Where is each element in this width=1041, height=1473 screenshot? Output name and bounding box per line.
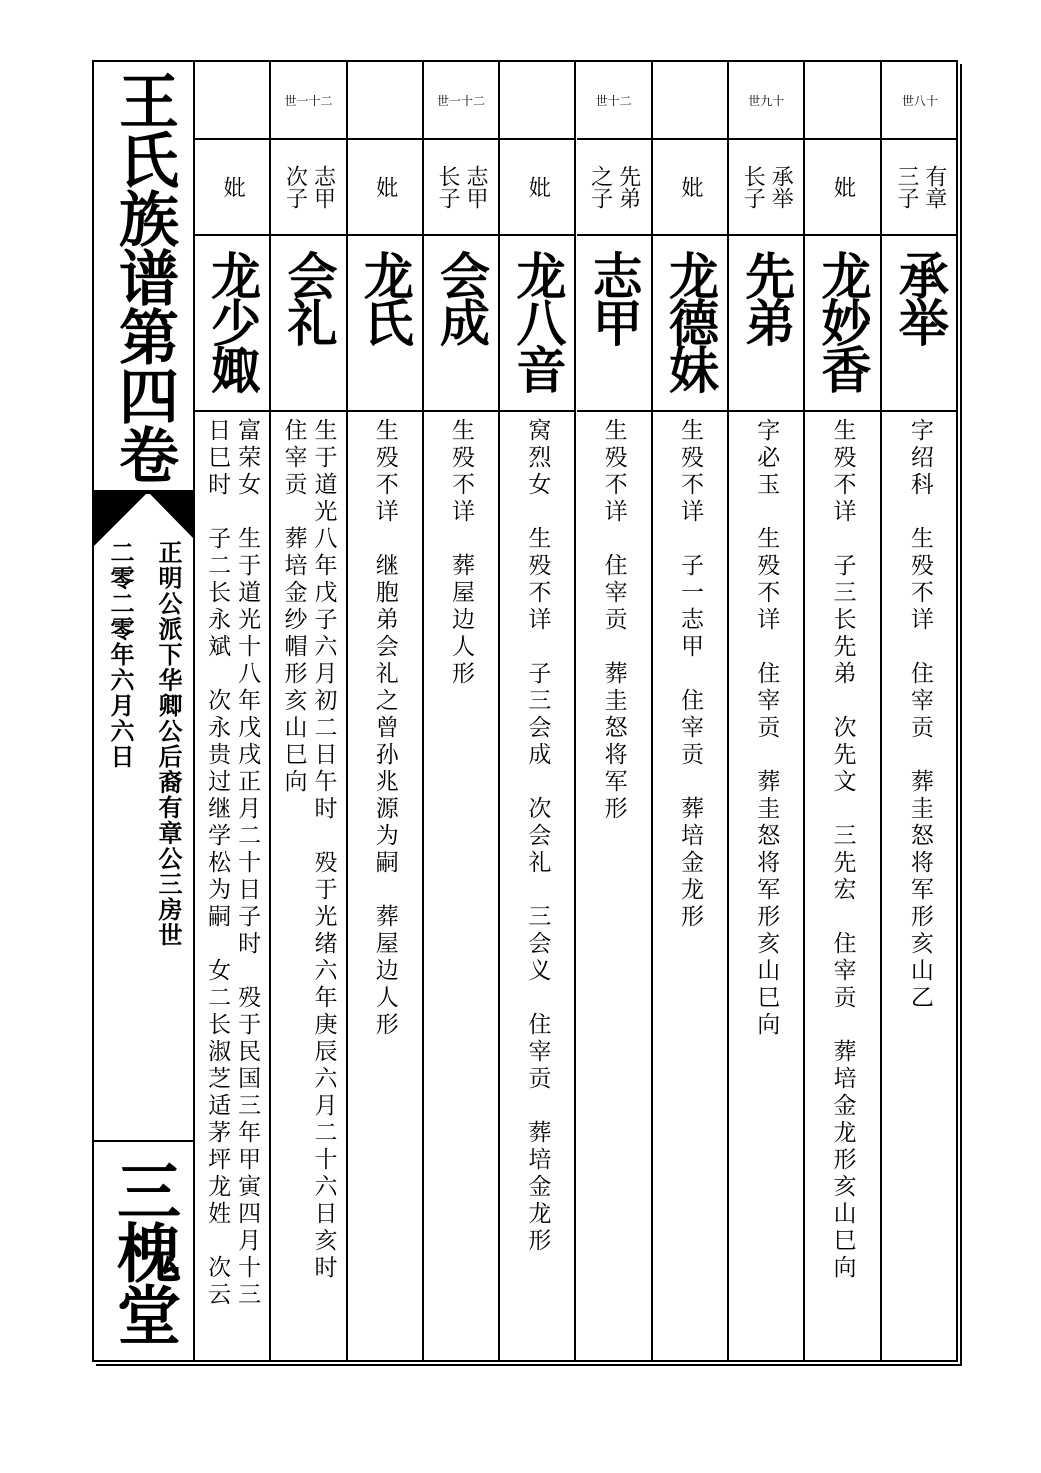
person-name: 会礼 — [279, 250, 339, 344]
genealogy-column — [577, 62, 653, 1360]
name-cell — [348, 236, 422, 412]
genealogy-column — [348, 62, 424, 1360]
relation-cell — [500, 140, 574, 236]
name-cell — [577, 236, 651, 412]
generation-label — [500, 62, 574, 140]
detail-cell — [882, 412, 958, 1360]
relation-cell — [882, 140, 958, 236]
detail-cell — [653, 412, 727, 1360]
name-cell — [195, 236, 269, 412]
relation-label: 妣 — [830, 176, 856, 198]
relation-label: 志甲 次子 — [282, 165, 336, 209]
generation-label — [195, 62, 269, 140]
generation-label: 世一十二 — [424, 62, 498, 140]
person-detail: 生殁不详 住宰贡 葬圭怒将军形 — [600, 418, 627, 823]
detail-cell — [577, 412, 651, 1360]
person-detail: 生殁不详 葬屋边人形 — [448, 418, 475, 688]
detail-cell — [271, 412, 345, 1360]
relation-label: 先弟 之子 — [587, 165, 641, 209]
detail-cell — [424, 412, 498, 1360]
generation-label: 世八十 — [882, 62, 958, 140]
person-detail: 生殁不详 继胞弟会礼之曾孙兆源为嗣 葬屋边人形 — [371, 418, 398, 1039]
hall-divider — [94, 1140, 193, 1142]
genealogy-column — [424, 62, 500, 1360]
genealogy-column — [805, 62, 881, 1360]
relation-label: 承举 长子 — [740, 165, 794, 209]
relation-cell — [577, 140, 651, 236]
generation-label: 世十二 — [577, 62, 651, 140]
relation-label: 妣 — [525, 176, 551, 198]
person-detail: 富荣女 生于道光十八年戊戌正月二十日子时 殁于民国三年甲寅四月十三 日巳时 子二长永斌 次永贵过继学松为嗣 女二长淑芝适茅坪龙姓 次云 — [204, 418, 261, 1309]
genealogy-column — [653, 62, 729, 1360]
relation-label: 妣 — [677, 176, 703, 198]
name-cell — [653, 236, 727, 412]
person-name: 龙德妹 — [660, 250, 720, 391]
compile-date: 二零二零年六月六日 — [106, 540, 135, 770]
generation-label — [348, 62, 422, 140]
generation-label — [653, 62, 727, 140]
relation-label: 妣 — [372, 176, 398, 198]
genealogy-column — [271, 62, 347, 1360]
detail-cell — [195, 412, 269, 1360]
relation-label: 妣 — [220, 176, 246, 198]
person-name: 志甲 — [584, 250, 644, 344]
lineage-subtitle: 正明公派下华卿公后裔有章公三房世 — [154, 540, 183, 948]
person-name: 先弟 — [737, 250, 797, 344]
detail-cell — [729, 412, 803, 1360]
detail-cell — [805, 412, 879, 1360]
generation-label: 世一十二 — [271, 62, 345, 140]
name-cell — [729, 236, 803, 412]
detail-cell — [500, 412, 574, 1360]
genealogy-column — [195, 62, 271, 1360]
person-name: 会成 — [432, 250, 492, 344]
book-title: 王氏族谱第四卷 — [109, 69, 179, 483]
person-name: 龙少娵 — [203, 250, 263, 391]
genealogy-page — [92, 60, 958, 1362]
person-name: 承举 — [890, 250, 950, 344]
title-strip — [94, 62, 195, 1360]
person-detail: 生于道光八年戊子六月初二日午时 殁于光绪六年庚辰六月二十六日亥时 住宰贡 葬培金纱帽形亥山巳向 — [280, 418, 337, 1282]
hall-name: 三槐堂 — [106, 1158, 181, 1344]
person-name: 龙妙香 — [813, 250, 873, 391]
name-cell — [500, 236, 574, 412]
person-detail: 字必玉 生殁不详 住宰贡 葬圭怒将军形亥山巳向 — [753, 418, 780, 1039]
relation-label: 有章 三子 — [893, 165, 947, 209]
relation-cell — [805, 140, 879, 236]
name-cell — [805, 236, 879, 412]
person-detail: 生殁不详 子一志甲 住宰贡 葬培金龙形 — [676, 418, 703, 931]
relation-cell — [348, 140, 422, 236]
genealogy-column — [729, 62, 805, 1360]
person-detail: 窝烈女 生殁不详 子三会成 次会礼 三会义 住宰贡 葬培金龙形 — [524, 418, 551, 1255]
genealogy-columns — [195, 62, 956, 1360]
name-cell — [882, 236, 958, 412]
generation-label — [805, 62, 879, 140]
name-cell — [271, 236, 345, 412]
generation-label: 世九十 — [729, 62, 803, 140]
person-detail: 生殁不详 子三长先弟 次先文 三先宏 住宰贡 葬培金龙形亥山巳向 — [829, 418, 856, 1282]
genealogy-column — [500, 62, 576, 1360]
relation-cell — [653, 140, 727, 236]
person-name: 龙氏 — [355, 250, 415, 344]
relation-cell — [729, 140, 803, 236]
detail-cell — [348, 412, 422, 1360]
name-cell — [424, 236, 498, 412]
relation-cell — [195, 140, 269, 236]
relation-cell — [424, 140, 498, 236]
person-name: 龙八音 — [508, 250, 568, 391]
relation-label: 志甲 长子 — [435, 165, 489, 209]
relation-cell — [271, 140, 345, 236]
genealogy-column — [882, 62, 958, 1360]
person-detail: 字绍科 生殁不详 住宰贡 葬圭怒将军形亥山乙 — [906, 418, 933, 1012]
